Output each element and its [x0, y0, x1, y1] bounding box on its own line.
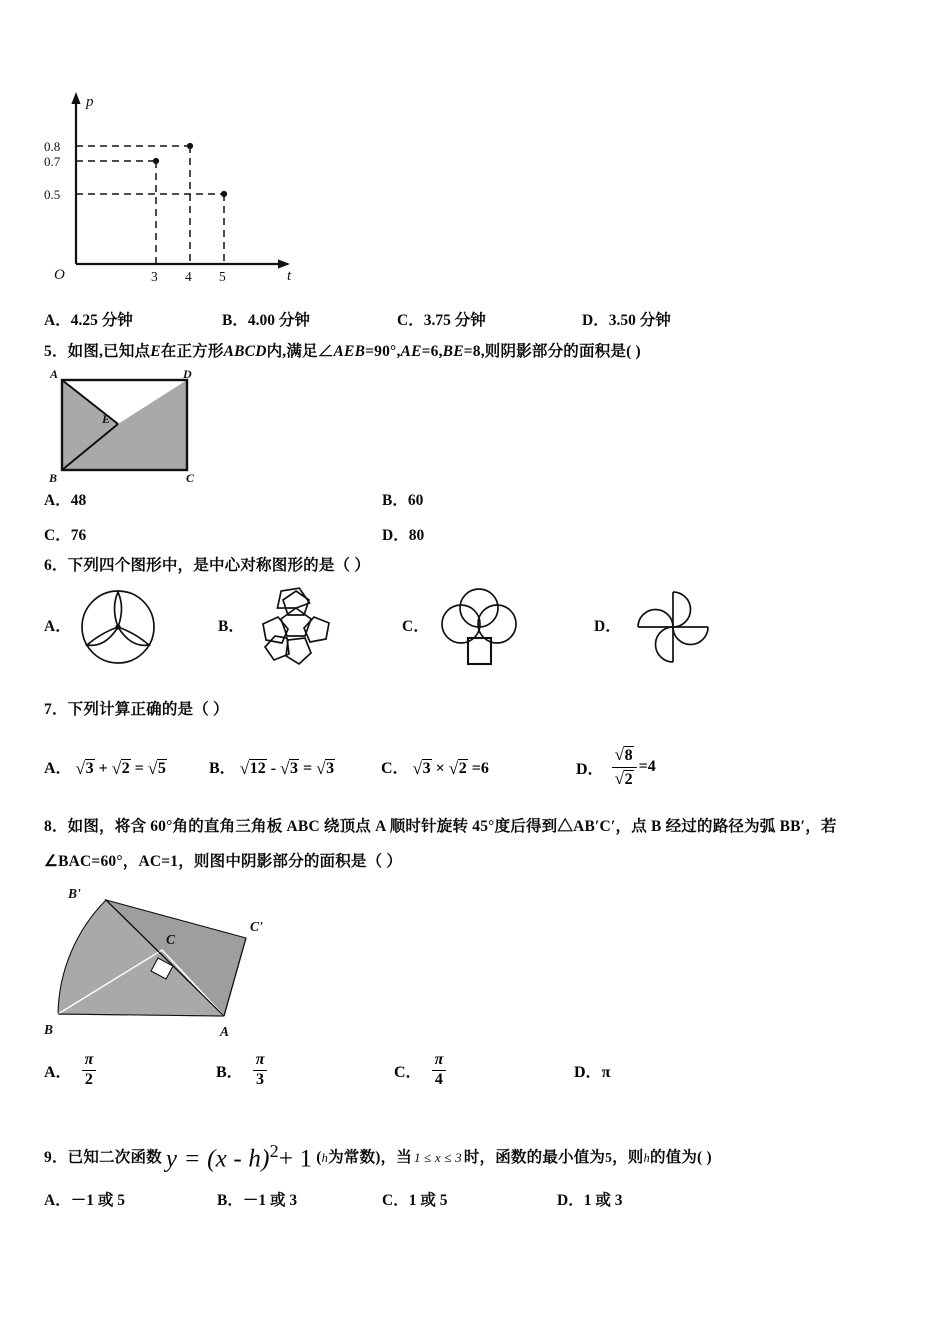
q8b-denominator: 3 [256, 1070, 265, 1088]
tree-circles-square-icon [435, 586, 523, 668]
q5-stem-d: =90°, [365, 343, 401, 360]
q8-option-b-label: B． [216, 1063, 243, 1081]
q7a-plus: + [98, 760, 108, 778]
q5-option-c-text: 76 [70, 527, 87, 544]
q8-option-d-text: π [601, 1063, 611, 1081]
q7-number: 7． [44, 701, 68, 718]
q6-option-b[interactable] [218, 586, 402, 668]
q5-option-a[interactable] [44, 488, 382, 510]
x-tick-3: 3 [151, 269, 158, 284]
q9-option-c[interactable] [382, 1188, 557, 1210]
q9-paren-open: ( [316, 1149, 322, 1167]
q7b-radical-1: √ 12 [240, 758, 267, 779]
q6-option-d[interactable] [594, 586, 719, 668]
q5-seg-be: BE [442, 343, 464, 360]
x-tick-5: 5 [219, 269, 226, 284]
q6-stem [44, 554, 920, 577]
q7a-radical-1: √ 3 [76, 758, 95, 779]
q7-option-d-label: D． [576, 760, 604, 778]
q5-stem-g: =8,则阴影部分的面积是( ) [463, 343, 641, 360]
q5-square-abcd: ABCD [223, 343, 267, 360]
circle-triskelion-icon [77, 586, 159, 668]
q8-stem-text-1: 如图，将含 60°角的直角三角板 ABC 绕顶点 A 顺时针旋转 45°度后得到△AB′C′，点 B 经过的路径为弧 BB′，若 [67, 818, 837, 835]
q8-figure-svg [40, 878, 320, 1050]
q9-stem-c: 时，函数的最小值为 [463, 1149, 606, 1167]
q8-option-c[interactable] [394, 1052, 574, 1089]
q5-number: 5． [44, 343, 68, 360]
q6-option-d-label: D． [594, 618, 622, 636]
q8b-numerator: π [253, 1052, 268, 1071]
q8-stem-line2 [44, 850, 920, 873]
q8-stem-text-2: ∠BAC=60°，AC=1，则图中阴影部分的面积是（ ） [44, 853, 403, 870]
label-b: B [49, 471, 58, 484]
q6-option-c-label: C． [402, 618, 430, 636]
q7b-radical-3: √ 3 [316, 758, 335, 779]
q5-stem-f: =6, [421, 343, 443, 360]
q5-option-a-text: 48 [70, 492, 87, 509]
data-point-4 [187, 143, 193, 149]
q8a-fraction [82, 1052, 97, 1089]
q7-option-a[interactable] [44, 755, 209, 779]
q9-options [44, 1188, 920, 1210]
x-axis-label: t [287, 268, 292, 284]
q9-option-a-label: A． [44, 1192, 71, 1209]
q4-option-a-label: A． [44, 312, 71, 329]
q5-stem [44, 340, 920, 363]
q5-options-row1 [44, 488, 920, 510]
q9-number: 9． [44, 1149, 68, 1167]
q8-options [44, 1052, 920, 1089]
q9-formula: y = (x - h)$^2$+ 1 [165, 1141, 313, 1173]
q5-stem-a: 如图,已知点 [67, 343, 151, 360]
q5-option-d-label: D． [382, 527, 409, 544]
q9-option-d[interactable] [557, 1188, 622, 1210]
q6-option-a-label: A． [44, 618, 72, 636]
q7d-equals: = [638, 758, 648, 776]
q5-option-c[interactable] [44, 523, 382, 545]
q4-option-b[interactable] [222, 308, 397, 330]
label-a: A [50, 367, 59, 381]
q9-option-c-text: 1 或 5 [408, 1192, 448, 1209]
q4-option-b-label: B． [222, 312, 248, 329]
q7-stem [44, 698, 920, 721]
q9-stem-e: 的值为( ) [649, 1149, 712, 1167]
q4-option-c-text: 3.75 分钟 [423, 312, 486, 329]
pinwheel-icon [627, 586, 719, 668]
q7c-result: = [471, 760, 481, 778]
label-a: A [220, 1024, 230, 1039]
q7-option-d[interactable] [576, 745, 656, 790]
q9-minval: 5 [605, 1149, 613, 1165]
q7-stem-text: 下列计算正确的是（ ） [67, 701, 229, 718]
q4-option-d-label: D． [582, 312, 609, 329]
q5-option-d[interactable] [382, 523, 424, 545]
label-b: B [44, 1022, 54, 1037]
q4-option-d[interactable] [582, 308, 671, 330]
q6-stem-text: 下列四个图形中，是中心对称图形的是（ ） [67, 557, 371, 574]
q7a-radical-2: √ 2 [112, 758, 131, 779]
q5-angle-aeb: AEB [333, 343, 366, 360]
q7b-equals: = [303, 760, 313, 778]
q4-option-b-text: 4.00 分钟 [247, 312, 310, 329]
q6-option-c[interactable] [402, 586, 594, 668]
q8-option-a-label: A． [44, 1063, 72, 1081]
q4-option-d-text: 3.50 分钟 [608, 312, 671, 329]
q8a-denominator: 2 [84, 1070, 93, 1088]
q7b-radical-2: √ 3 [280, 758, 299, 779]
q9-option-d-text: 1 或 3 [583, 1192, 623, 1209]
q8-option-d[interactable] [574, 1059, 610, 1082]
q8-option-a[interactable] [44, 1052, 216, 1089]
q7c-times: × [435, 760, 445, 778]
q4-option-c[interactable] [397, 308, 582, 330]
q5-option-d-text: 80 [408, 527, 425, 544]
q7d-value: 4 [647, 758, 656, 776]
label-c-prime: C' [250, 919, 263, 934]
q5-option-c-label: C． [44, 527, 71, 544]
q7-option-b-label: B． [209, 760, 236, 778]
label-b-prime: B' [68, 886, 81, 901]
q7d-fraction [612, 745, 637, 790]
data-point-3 [153, 158, 159, 164]
q9-stem [44, 1138, 920, 1178]
q9-stem-a: 已知二次函数 [67, 1149, 162, 1167]
q8c-fraction [432, 1052, 447, 1089]
q7c-radical-2: √ 2 [449, 758, 468, 779]
y-axis-label: p [86, 94, 94, 110]
q5-option-b-text: 60 [407, 492, 424, 509]
q8-option-b[interactable] [216, 1052, 394, 1089]
q4-scatter-chart [44, 88, 304, 288]
x-tick-4: 4 [185, 269, 192, 284]
label-e: E [102, 412, 111, 426]
q7a-equals: = [134, 760, 144, 778]
q5-options-row2 [44, 523, 920, 545]
y-tick-0-8: 0.8 [44, 139, 61, 154]
q8-number: 8． [44, 818, 68, 835]
data-point-5 [221, 191, 227, 197]
pentagon-cluster-icon [250, 586, 342, 668]
q4-option-a-text: 4.25 分钟 [70, 312, 133, 329]
y-tick-0-7: 0.7 [44, 154, 61, 169]
q8-option-d-label: D． [574, 1063, 602, 1081]
q7d-numerator: √ 8 [612, 745, 637, 768]
q9-stem-b: 为常数)，当 [328, 1149, 412, 1167]
q9-option-b[interactable] [217, 1188, 382, 1210]
q5-option-b[interactable] [382, 488, 423, 510]
q9-option-b-text: －1 或 3 [242, 1192, 298, 1209]
q5-seg-ae: AE [400, 343, 422, 360]
q8a-numerator: π [82, 1052, 97, 1071]
q7d-denominator: √ 2 [612, 768, 637, 790]
q7-option-c-label: C． [381, 760, 409, 778]
q6-options [44, 586, 920, 668]
q9-option-d-label: D． [557, 1192, 584, 1209]
q5-option-a-label: A． [44, 492, 71, 509]
q9-option-a[interactable] [44, 1188, 217, 1210]
q9-h-const: h [321, 1150, 329, 1165]
q7-option-b[interactable] [209, 755, 381, 779]
q4-option-a[interactable] [44, 308, 222, 330]
q9-stem-d: ，则 [612, 1149, 644, 1167]
q7-option-c[interactable] [381, 755, 576, 779]
q9-option-a-text: －1 或 5 [70, 1192, 125, 1209]
q7b-minus: - [270, 760, 277, 778]
q9-range: 1 ≤ x ≤ 3 [413, 1150, 462, 1166]
chart-svg [44, 88, 304, 288]
q5-stem-b: 在正方形 [160, 343, 224, 360]
q9-h-value: h [643, 1150, 650, 1165]
q8b-fraction [253, 1052, 268, 1089]
label-c: C [166, 932, 176, 947]
q5-point-e: E [150, 343, 161, 360]
q9-option-c-label: C． [382, 1192, 409, 1209]
label-c: C [186, 471, 195, 484]
q6-option-a[interactable] [44, 586, 218, 668]
q5-figure-svg [46, 366, 216, 484]
q8-rotation-figure [40, 878, 320, 1050]
q6-number: 6． [44, 557, 68, 574]
y-tick-0-5: 0.5 [44, 187, 61, 202]
q4-option-c-label: C． [397, 312, 424, 329]
q5-square-figure [46, 366, 216, 484]
q5-option-b-label: B． [382, 492, 408, 509]
q8-stem-line1 [44, 815, 920, 838]
q8c-denominator: 4 [434, 1070, 443, 1088]
y-axis-arrow [71, 92, 80, 104]
q7-options [44, 745, 920, 790]
q4-options [44, 308, 920, 330]
q8c-numerator: π [432, 1052, 447, 1071]
q7c-value: 6 [480, 760, 489, 778]
q9-option-b-label: B． [217, 1192, 243, 1209]
origin-label: O [54, 267, 65, 283]
q6-option-b-label: B． [218, 618, 245, 636]
q5-stem-c: 内,满足∠ [266, 343, 334, 360]
q7-option-a-label: A． [44, 760, 72, 778]
q7c-radical-1: √ 3 [413, 758, 432, 779]
q7a-radical-3: √ 5 [148, 758, 167, 779]
q8-option-c-label: C． [394, 1063, 422, 1081]
label-d: D [183, 367, 192, 381]
